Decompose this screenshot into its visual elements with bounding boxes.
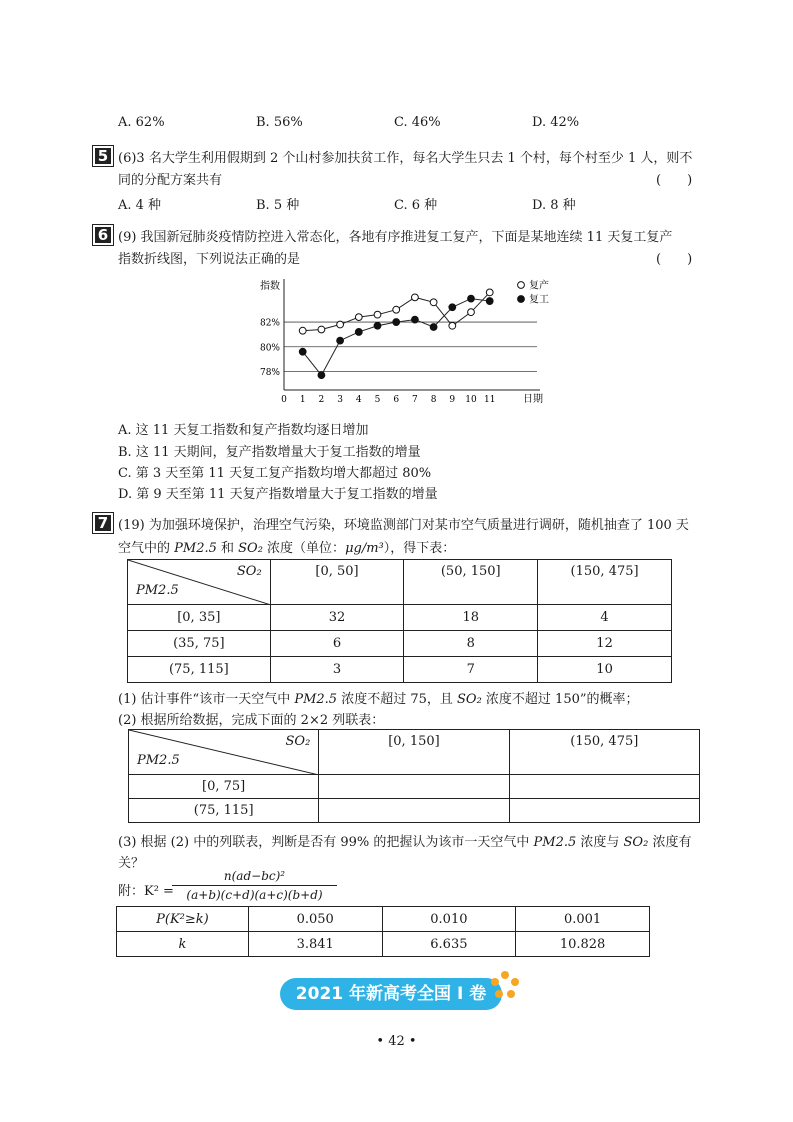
table2-corner-cell: SO₂ PM2.5 [129, 730, 319, 775]
legend-marker [518, 296, 525, 303]
chart-legend [518, 279, 549, 306]
fuchan-point [318, 326, 325, 333]
row-label: [0, 75] [129, 775, 319, 799]
legend-marker [518, 282, 525, 289]
fuchan-point [374, 311, 381, 318]
fuchan-point [468, 309, 475, 316]
q7-stem-line1: (19) 为加强环境保护，治理空气污染，环境监测部门对某市空气质量进行调研，随机抽查了 100 天 [118, 518, 689, 533]
chart-series [299, 289, 493, 379]
table-cell: 10.828 [516, 932, 650, 957]
fuchan-point [393, 306, 400, 313]
table-cell: 10 [538, 657, 672, 683]
y-tick-label: 82% [259, 318, 280, 329]
q5-stem-line1: (6)3 名大学生利用假期到 2 个山村参加扶贫工作，每名大学生只去 1 个村，每个村至少 1 人，则不 [118, 151, 693, 166]
table-cell: 8 [404, 631, 538, 657]
fuchan-point [337, 321, 344, 328]
legend-label: 复产 [529, 280, 549, 292]
table1-col-header: (50, 150] [404, 560, 538, 605]
fuchan-point [412, 294, 419, 301]
table-cell: 32 [270, 605, 404, 631]
table-cell [509, 799, 699, 823]
q6-option-d: D. 第 9 天至第 11 天复产指数增量大于复工指数的增量 [118, 487, 438, 502]
fugong-point [299, 348, 306, 355]
table1-corner-cell: SO₂ PM2.5 [128, 560, 271, 605]
fuchan-point [355, 314, 362, 321]
row-label: (75, 115] [129, 799, 319, 823]
fugong-point [337, 337, 344, 344]
table1-col-header: (150, 475] [538, 560, 672, 605]
table-cell: 0.001 [516, 907, 650, 932]
x-tick-label: 5 [374, 395, 381, 405]
pollution-data-table [127, 559, 672, 683]
table-row [128, 605, 672, 631]
table-cell [509, 775, 699, 799]
critical-value-table [116, 906, 650, 957]
q6-stem-line1: (9) 我国新冠肺炎疫情防控进入常态化，各地有序推进复工复产，下面是某地连续 11 天复工复产 [118, 230, 673, 245]
table-row [129, 799, 700, 823]
table-row [128, 631, 672, 657]
fuchan-point [449, 322, 456, 329]
table-cell [319, 799, 509, 823]
fuchan-point [299, 327, 306, 334]
x-tick-label: 1 [299, 395, 306, 405]
y-tick-label: 78% [259, 367, 280, 378]
q5-option-b: B. 5 种 [256, 198, 300, 213]
row-label: [0, 35] [128, 605, 271, 631]
fugong-point [355, 329, 362, 336]
prev-option-d: D. 42% [532, 115, 580, 130]
q5-answer-blank: ( ) [656, 173, 693, 188]
formula-numerator: n(ad−bc)² [223, 869, 286, 883]
fugong-point [393, 319, 400, 326]
fugong-point [374, 322, 381, 329]
formula-fraction-bar [172, 885, 337, 886]
table-cell: 6 [270, 631, 404, 657]
table-cell: 0.010 [382, 907, 516, 932]
q6-answer-blank: ( ) [656, 252, 693, 267]
q7-sub3-line2: 关？ [118, 856, 145, 871]
table-cell: 6.635 [382, 932, 516, 957]
q5-stem-line2: 同的分配方案共有 [118, 173, 223, 188]
table1-col-header: [0, 50] [270, 560, 404, 605]
fugong-point [468, 295, 475, 302]
row-label: (35, 75] [128, 631, 271, 657]
x-tick-label: 8 [430, 395, 437, 405]
x-tick-label: 7 [412, 395, 418, 405]
q5-option-d: D. 8 种 [532, 198, 576, 213]
formula-denominator: (a+b)(c+d)(a+c)(b+d) [186, 888, 323, 902]
table-cell: 3.841 [248, 932, 382, 957]
q6-stem-line2: 指数折线图，下列说法正确的是 [118, 252, 301, 267]
fugong-point [318, 372, 325, 379]
x-tick-label: 6 [393, 395, 400, 405]
table-row [117, 907, 650, 932]
q7-stem-line2: 空气中的 PM2.5 和 SO₂ 浓度（单位：μg/m³），得下表： [118, 541, 456, 556]
y-tick-label: 80% [259, 343, 280, 354]
q7-sub3-line1: (3) 根据 (2) 中的列联表，判断是否有 99% 的把握认为该市一天空气中 PM2.5 浓度与 SO₂ 浓度有 [118, 835, 692, 850]
page-number: • 42 • [376, 1034, 417, 1049]
legend-label: 复工 [529, 294, 549, 306]
q6-option-c: C. 第 3 天至第 11 天复工复产指数均增大都超过 80% [118, 466, 432, 481]
index-line-chart [250, 275, 560, 410]
fugong-point [449, 304, 456, 311]
fugong-point [412, 316, 419, 323]
prev-option-b: B. 56% [256, 115, 303, 130]
x-tick-label: 11 [483, 395, 496, 405]
row-label: (75, 115] [128, 657, 271, 683]
q5-option-c: C. 6 种 [394, 198, 438, 213]
x-tick-label: 10 [465, 395, 477, 405]
table2-col-header: (150, 475] [509, 730, 699, 775]
table-cell: 18 [404, 605, 538, 631]
q5-option-a: A. 4 种 [118, 198, 162, 213]
table-cell [319, 775, 509, 799]
exam-section-banner: 2021 年新高考全国 I 卷 [280, 978, 502, 1010]
fugong-point [430, 324, 437, 331]
fuchan-point [430, 299, 437, 306]
row-label: P(K²≥k) [117, 907, 249, 932]
chart-axes [260, 279, 543, 405]
x-tick-label: 3 [337, 395, 343, 405]
formula-prefix: 附：K² = [118, 884, 174, 899]
prev-option-c: C. 46% [394, 115, 441, 130]
question-number-6: 6 [92, 224, 114, 246]
x-tick-label: 4 [355, 395, 362, 405]
fugong-point [486, 298, 493, 305]
table-cell: 3 [270, 657, 404, 683]
fuchan-point [486, 289, 493, 296]
q6-option-b: B. 这 11 天期间，复产指数增量大于复工指数的增量 [118, 445, 421, 460]
table-row [129, 775, 700, 799]
table-cell: 12 [538, 631, 672, 657]
prev-option-a: A. 62% [118, 115, 165, 130]
x-tick-label: 9 [449, 395, 456, 405]
x-tick-label: 0 [281, 395, 287, 405]
table2-col-header: [0, 150] [319, 730, 509, 775]
row-label: k [117, 932, 249, 957]
q7-sub1: (1) 估计事件“该市一天空气中 PM2.5 浓度不超过 75，且 SO₂ 浓度不超过 150”的概率； [118, 692, 639, 707]
y-axis-label: 指数 [260, 281, 280, 292]
q6-option-a: A. 这 11 天复工指数和复产指数均逐日增加 [118, 423, 369, 438]
question-number-5: 5 [92, 145, 114, 167]
table-row [128, 657, 672, 683]
table-row [117, 932, 650, 957]
contingency-table [128, 729, 700, 823]
flower-icon [490, 970, 520, 1000]
question-number-7: 7 [92, 512, 114, 534]
table-cell: 4 [538, 605, 672, 631]
table-cell: 0.050 [248, 907, 382, 932]
table-cell: 7 [404, 657, 538, 683]
x-tick-label: 2 [318, 395, 325, 405]
x-axis-label: 日期 [523, 394, 543, 405]
q7-sub2: (2) 根据所给数据，完成下面的 2×2 列联表： [118, 713, 385, 728]
